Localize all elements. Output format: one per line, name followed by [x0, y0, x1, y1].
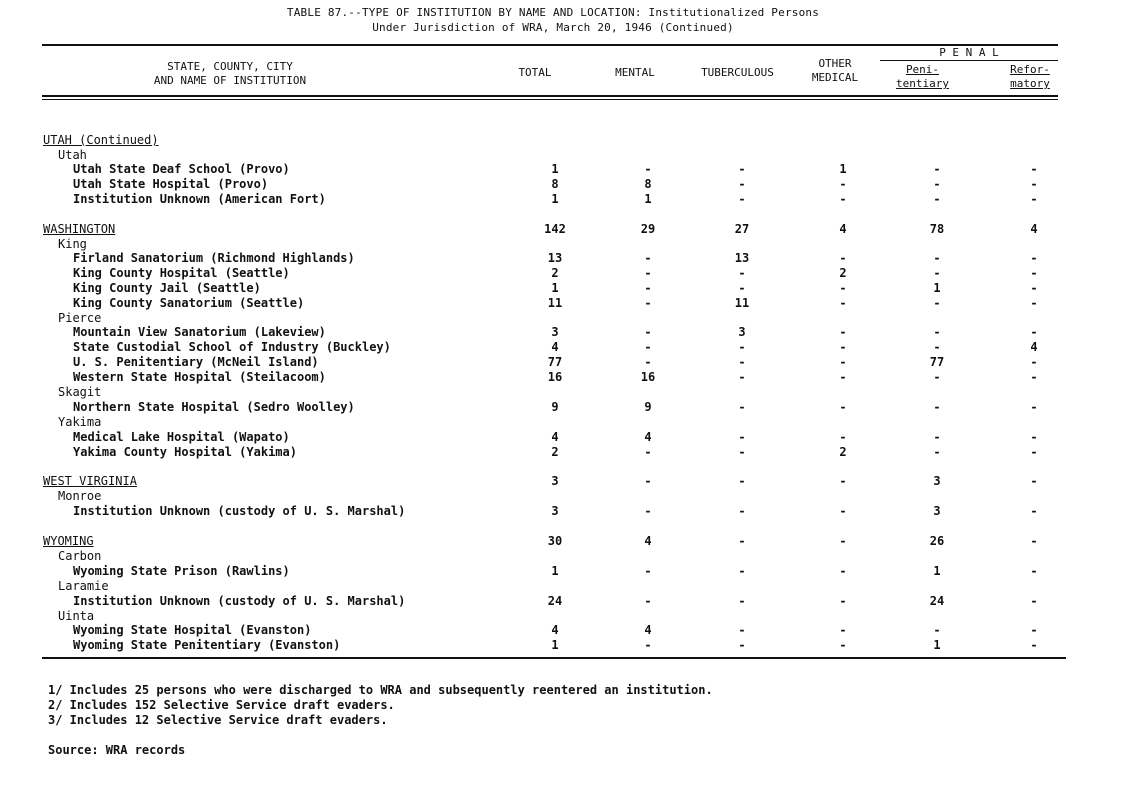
- cell-tuberculous: -: [738, 445, 746, 459]
- cell-penitentiary: 1: [933, 638, 941, 652]
- source-note: Source: WRA records: [48, 743, 186, 757]
- cell-reformatory: -: [1030, 296, 1038, 310]
- footnote-1: 1/ Includes 25 persons who were discharged to WRA and subsequently reentered an institution.: [48, 683, 713, 697]
- header-other-line1: OTHER: [818, 57, 852, 70]
- table-subtitle: Under Jurisdiction of WRA, March 20, 1946 (Continued): [372, 21, 734, 34]
- cell-other-medical: -: [839, 325, 847, 339]
- cell-reformatory: -: [1030, 266, 1038, 280]
- cell-reformatory: -: [1030, 504, 1038, 518]
- cell-other-medical: -: [839, 430, 847, 444]
- row-label: Wyoming State Hospital (Evanston): [73, 623, 312, 637]
- county-row: [0, 148, 1126, 163]
- header-peni-line2: tentiary: [896, 77, 949, 90]
- cell-penitentiary: -: [933, 192, 941, 206]
- cell-total: 3: [551, 325, 559, 339]
- row-label: Laramie: [58, 579, 109, 593]
- cell-mental: -: [644, 281, 652, 295]
- header-name-line1: STATE, COUNTY, CITY: [167, 60, 293, 73]
- cell-reformatory: -: [1030, 534, 1038, 548]
- cell-tuberculous: -: [738, 162, 746, 176]
- cell-mental: -: [644, 162, 652, 176]
- cell-other-medical: -: [839, 638, 847, 652]
- cell-reformatory: -: [1030, 251, 1038, 265]
- cell-reformatory: -: [1030, 430, 1038, 444]
- cell-mental: -: [644, 445, 652, 459]
- row-label: Northern State Hospital (Sedro Woolley): [73, 400, 355, 414]
- row-label: Institution Unknown (custody of U. S. Marshal): [73, 594, 406, 608]
- header-refor-line1: Refor-: [1010, 63, 1050, 76]
- institution-row: [0, 296, 1126, 311]
- row-label: Yakima County Hospital (Yakima): [73, 445, 297, 459]
- row-label: King County Sanatorium (Seattle): [73, 296, 305, 310]
- cell-mental: -: [644, 474, 652, 488]
- cell-total: 1: [551, 564, 559, 578]
- institution-row: [0, 638, 1126, 653]
- footnote-2: 2/ Includes 152 Selective Service draft evaders.: [48, 698, 395, 712]
- cell-tuberculous: -: [738, 177, 746, 191]
- cell-penitentiary: 1: [933, 564, 941, 578]
- cell-total: 4: [551, 430, 559, 444]
- cell-other-medical: -: [839, 355, 847, 369]
- cell-total: 30: [547, 534, 563, 548]
- header-mental: MENTAL: [615, 66, 655, 79]
- cell-total: 2: [551, 266, 559, 280]
- cell-total: 142: [544, 222, 566, 236]
- cell-total: 4: [551, 340, 559, 354]
- row-label: Wyoming State Penitentiary (Evanston): [73, 638, 341, 652]
- cell-other-medical: -: [839, 281, 847, 295]
- institution-row: [0, 355, 1126, 370]
- cell-tuberculous: -: [738, 370, 746, 384]
- county-row: [0, 385, 1126, 400]
- row-label: UTAH (Continued): [43, 133, 159, 147]
- cell-tuberculous: -: [738, 564, 746, 578]
- cell-penitentiary: -: [933, 400, 941, 414]
- cell-mental: 4: [644, 534, 652, 548]
- cell-mental: 9: [644, 400, 652, 414]
- cell-total: 11: [547, 296, 563, 310]
- cell-tuberculous: -: [738, 340, 746, 354]
- row-label: Institution Unknown (American Fort): [73, 192, 326, 206]
- row-label: Western State Hospital (Steilacoom): [73, 370, 326, 384]
- cell-mental: -: [644, 325, 652, 339]
- cell-tuberculous: -: [738, 355, 746, 369]
- cell-tuberculous: 27: [734, 222, 750, 236]
- header-name-line2: AND NAME OF INSTITUTION: [153, 74, 307, 87]
- institution-row: [0, 564, 1126, 579]
- cell-reformatory: -: [1030, 177, 1038, 191]
- cell-mental: 4: [644, 623, 652, 637]
- header-refor-line2: matory: [1010, 77, 1050, 90]
- cell-other-medical: -: [839, 177, 847, 191]
- cell-tuberculous: -: [738, 504, 746, 518]
- row-label: Carbon: [58, 549, 102, 563]
- cell-tuberculous: 11: [734, 296, 750, 310]
- cell-penitentiary: 1: [933, 281, 941, 295]
- cell-other-medical: -: [839, 340, 847, 354]
- header-penal: P E N A L: [939, 46, 999, 59]
- cell-reformatory: -: [1030, 325, 1038, 339]
- cell-total: 3: [551, 504, 559, 518]
- row-label: King County Jail (Seattle): [73, 281, 261, 295]
- cell-tuberculous: 13: [734, 251, 750, 265]
- cell-mental: 1: [644, 192, 652, 206]
- cell-other-medical: -: [839, 251, 847, 265]
- cell-penitentiary: -: [933, 177, 941, 191]
- county-row: [0, 489, 1126, 504]
- header-total: TOTAL: [518, 66, 552, 79]
- cell-mental: -: [644, 340, 652, 354]
- cell-other-medical: -: [839, 296, 847, 310]
- cell-total: 1: [551, 192, 559, 206]
- table-title: TABLE 87.--TYPE OF INSTITUTION BY NAME AND LOCATION: Institutionalized Persons: [286, 6, 820, 19]
- cell-penitentiary: 78: [929, 222, 945, 236]
- institution-row: [0, 266, 1126, 281]
- state-row: [0, 133, 1126, 148]
- cell-reformatory: -: [1030, 564, 1038, 578]
- institution-row: [0, 400, 1126, 415]
- row-label: Utah State Hospital (Provo): [73, 177, 269, 191]
- county-row: [0, 415, 1126, 430]
- cell-other-medical: -: [839, 400, 847, 414]
- cell-mental: -: [644, 266, 652, 280]
- institution-row: [0, 623, 1126, 638]
- row-label: State Custodial School of Industry (Buckley): [73, 340, 391, 354]
- row-label: WASHINGTON: [43, 222, 116, 236]
- cell-other-medical: -: [839, 474, 847, 488]
- cell-reformatory: -: [1030, 623, 1038, 637]
- cell-mental: -: [644, 504, 652, 518]
- cell-reformatory: 4: [1030, 222, 1038, 236]
- cell-reformatory: -: [1030, 400, 1038, 414]
- cell-total: 1: [551, 162, 559, 176]
- row-label: Monroe: [58, 489, 102, 503]
- cell-penitentiary: 26: [929, 534, 945, 548]
- cell-reformatory: -: [1030, 474, 1038, 488]
- cell-mental: -: [644, 594, 652, 608]
- cell-other-medical: 1: [839, 162, 847, 176]
- bottom-rule: [42, 657, 1066, 659]
- cell-penitentiary: -: [933, 251, 941, 265]
- row-label: Wyoming State Prison (Rawlins): [73, 564, 290, 578]
- institution-row: [0, 340, 1126, 355]
- cell-total: 13: [547, 251, 563, 265]
- row-label: Skagit: [58, 385, 102, 399]
- cell-other-medical: -: [839, 192, 847, 206]
- cell-tuberculous: -: [738, 430, 746, 444]
- row-label: WEST VIRGINIA: [43, 474, 137, 488]
- cell-tuberculous: -: [738, 474, 746, 488]
- county-row: [0, 609, 1126, 624]
- cell-total: 8: [551, 177, 559, 191]
- cell-reformatory: 4: [1030, 340, 1038, 354]
- header-other-line2: MEDICAL: [811, 71, 859, 84]
- cell-total: 9: [551, 400, 559, 414]
- cell-reformatory: -: [1030, 370, 1038, 384]
- cell-total: 4: [551, 623, 559, 637]
- cell-penitentiary: -: [933, 162, 941, 176]
- row-label: King: [58, 237, 87, 251]
- county-row: [0, 579, 1126, 594]
- institution-row: [0, 177, 1126, 192]
- cell-penitentiary: -: [933, 445, 941, 459]
- cell-reformatory: -: [1030, 638, 1038, 652]
- cell-mental: 8: [644, 177, 652, 191]
- cell-tuberculous: -: [738, 638, 746, 652]
- cell-tuberculous: -: [738, 534, 746, 548]
- cell-tuberculous: -: [738, 192, 746, 206]
- cell-mental: 29: [640, 222, 656, 236]
- cell-mental: -: [644, 355, 652, 369]
- institution-row: [0, 251, 1126, 266]
- cell-tuberculous: -: [738, 594, 746, 608]
- cell-other-medical: 2: [839, 445, 847, 459]
- cell-tuberculous: -: [738, 400, 746, 414]
- cell-reformatory: -: [1030, 192, 1038, 206]
- cell-reformatory: -: [1030, 594, 1038, 608]
- row-label: Pierce: [58, 311, 102, 325]
- cell-total: 77: [547, 355, 563, 369]
- institution-row: [0, 162, 1126, 177]
- cell-total: 1: [551, 638, 559, 652]
- cell-reformatory: -: [1030, 445, 1038, 459]
- state-row: [0, 534, 1126, 549]
- row-label: Utah: [58, 148, 87, 162]
- cell-penitentiary: -: [933, 325, 941, 339]
- cell-penitentiary: 24: [929, 594, 945, 608]
- row-label: King County Hospital (Seattle): [73, 266, 290, 280]
- cell-penitentiary: -: [933, 296, 941, 310]
- row-label: Institution Unknown (custody of U. S. Marshal): [73, 504, 406, 518]
- county-row: [0, 549, 1126, 564]
- state-row: [0, 222, 1126, 237]
- cell-total: 3: [551, 474, 559, 488]
- cell-tuberculous: -: [738, 623, 746, 637]
- cell-penitentiary: 3: [933, 504, 941, 518]
- cell-other-medical: -: [839, 623, 847, 637]
- cell-penitentiary: 77: [929, 355, 945, 369]
- cell-tuberculous: -: [738, 281, 746, 295]
- row-label: Uinta: [58, 609, 95, 623]
- cell-tuberculous: -: [738, 266, 746, 280]
- cell-mental: -: [644, 296, 652, 310]
- cell-penitentiary: 3: [933, 474, 941, 488]
- cell-mental: 16: [640, 370, 656, 384]
- cell-other-medical: -: [839, 504, 847, 518]
- institution-row: [0, 594, 1126, 609]
- header-tuberculous: TUBERCULOUS: [701, 66, 774, 79]
- institution-row: [0, 325, 1126, 340]
- cell-other-medical: -: [839, 534, 847, 548]
- state-row: [0, 474, 1126, 489]
- cell-total: 1: [551, 281, 559, 295]
- cell-penitentiary: -: [933, 266, 941, 280]
- cell-penitentiary: -: [933, 623, 941, 637]
- institution-row: [0, 370, 1126, 385]
- institution-row: [0, 504, 1126, 519]
- row-label: Mountain View Sanatorium (Lakeview): [73, 325, 326, 339]
- institution-row: [0, 430, 1126, 445]
- row-label: Utah State Deaf School (Provo): [73, 162, 290, 176]
- cell-other-medical: -: [839, 370, 847, 384]
- institution-row: [0, 281, 1126, 296]
- county-row: [0, 311, 1126, 326]
- cell-penitentiary: -: [933, 370, 941, 384]
- institution-row: [0, 445, 1126, 460]
- cell-total: 24: [547, 594, 563, 608]
- cell-total: 16: [547, 370, 563, 384]
- cell-reformatory: -: [1030, 281, 1038, 295]
- row-label: U. S. Penitentiary (McNeil Island): [73, 355, 319, 369]
- row-label: Medical Lake Hospital (Wapato): [73, 430, 290, 444]
- cell-other-medical: 4: [839, 222, 847, 236]
- row-label: Yakima: [58, 415, 102, 429]
- cell-penitentiary: -: [933, 340, 941, 354]
- institution-row: [0, 192, 1126, 207]
- county-row: [0, 237, 1126, 252]
- cell-mental: -: [644, 564, 652, 578]
- cell-other-medical: -: [839, 564, 847, 578]
- footnote-3: 3/ Includes 12 Selective Service draft evaders.: [48, 713, 388, 727]
- cell-mental: -: [644, 638, 652, 652]
- cell-reformatory: -: [1030, 162, 1038, 176]
- cell-penitentiary: -: [933, 430, 941, 444]
- cell-reformatory: -: [1030, 355, 1038, 369]
- cell-mental: -: [644, 251, 652, 265]
- cell-tuberculous: 3: [738, 325, 746, 339]
- cell-mental: 4: [644, 430, 652, 444]
- row-label: Firland Sanatorium (Richmond Highlands): [73, 251, 355, 265]
- header-peni-line1: Peni-: [905, 63, 940, 76]
- cell-total: 2: [551, 445, 559, 459]
- cell-other-medical: -: [839, 594, 847, 608]
- cell-other-medical: 2: [839, 266, 847, 280]
- row-label: WYOMING: [43, 534, 94, 548]
